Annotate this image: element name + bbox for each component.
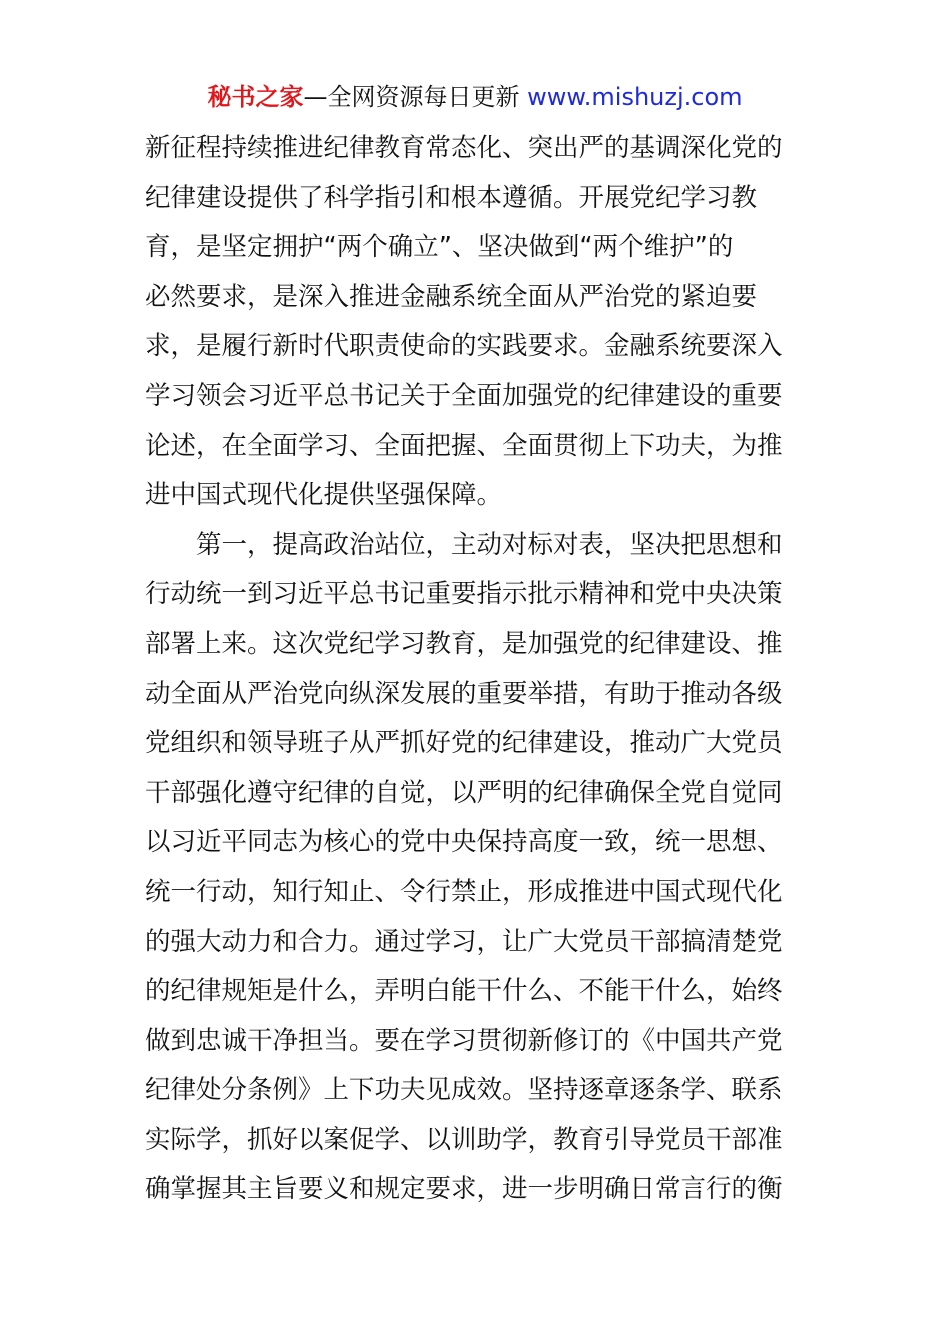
text-line: 学习领会习近平总书记关于全面加强党的纪律建设的重要 [145, 380, 783, 411]
text-line: 新征程持续推进纪律教育常态化、突出严的基调深化党的 [145, 133, 783, 163]
text-line: 第一，提高政治站位，主动对标对表，坚决把思想和 [196, 529, 783, 560]
site-url-link[interactable]: www.mishuzj.com [527, 83, 743, 111]
text-line: 以习近平同志为核心的党中央保持高度一致，统一思想、 [145, 827, 783, 858]
site-header [0, 80, 950, 114]
text-line: 进中国式现代化提供坚强保障。 [145, 480, 503, 511]
paragraph-intro [145, 124, 807, 521]
paragraph-first-point [145, 521, 807, 1215]
text-line: 统一行动，知行知止、令行禁止，形成推进中国式现代化 [145, 876, 783, 907]
text-line: 确掌握其主旨要义和规定要求，进一步明确日常言行的衡 [145, 1174, 783, 1205]
text-line: 育，是坚定拥护“两个确立”、坚决做到“两个维护”的 [145, 232, 734, 263]
site-brand: 秘书之家 [207, 83, 304, 111]
text-line: 做到忠诚干净担当。要在学习贯彻新修订的《中国共产党 [145, 1025, 783, 1056]
text-line: 求，是履行新时代职责使命的实践要求。金融系统要深入 [145, 331, 783, 362]
text-line: 必然要求，是深入推进金融系统全面从严治党的紧迫要 [145, 281, 758, 312]
text-line: 行动统一到习近平总书记重要指示批示精神和党中央决策 [145, 579, 783, 610]
text-line: 部署上来。这次党纪学习教育，是加强党的纪律建设、推 [145, 628, 783, 659]
text-line: 干部强化遵守纪律的自觉，以严明的纪律确保全党自觉同 [145, 777, 783, 808]
text-line: 纪律建设提供了科学指引和根本遵循。开展党纪学习教 [145, 182, 758, 213]
document-body [145, 124, 807, 1215]
text-line: 动全面从严治党向纵深发展的重要举措，有助于推动各级 [145, 678, 783, 709]
text-line: 的纪律规矩是什么，弄明白能干什么、不能干什么，始终 [145, 976, 783, 1007]
text-line: 纪律处分条例》上下功夫见成效。坚持逐章逐条学、联系 [145, 1075, 783, 1106]
text-line: 党组织和领导班子从严抓好党的纪律建设，推动广大党员 [145, 728, 783, 759]
text-line: 实际学，抓好以案促学、以训助学，教育引导党员干部准 [145, 1124, 783, 1155]
text-line: 论述，在全面学习、全面把握、全面贯彻上下功夫，为推 [145, 430, 783, 461]
site-tagline: —全网资源每日更新 [303, 83, 528, 111]
text-line: 的强大动力和合力。通过学习，让广大党员干部搞清楚党 [145, 926, 783, 957]
